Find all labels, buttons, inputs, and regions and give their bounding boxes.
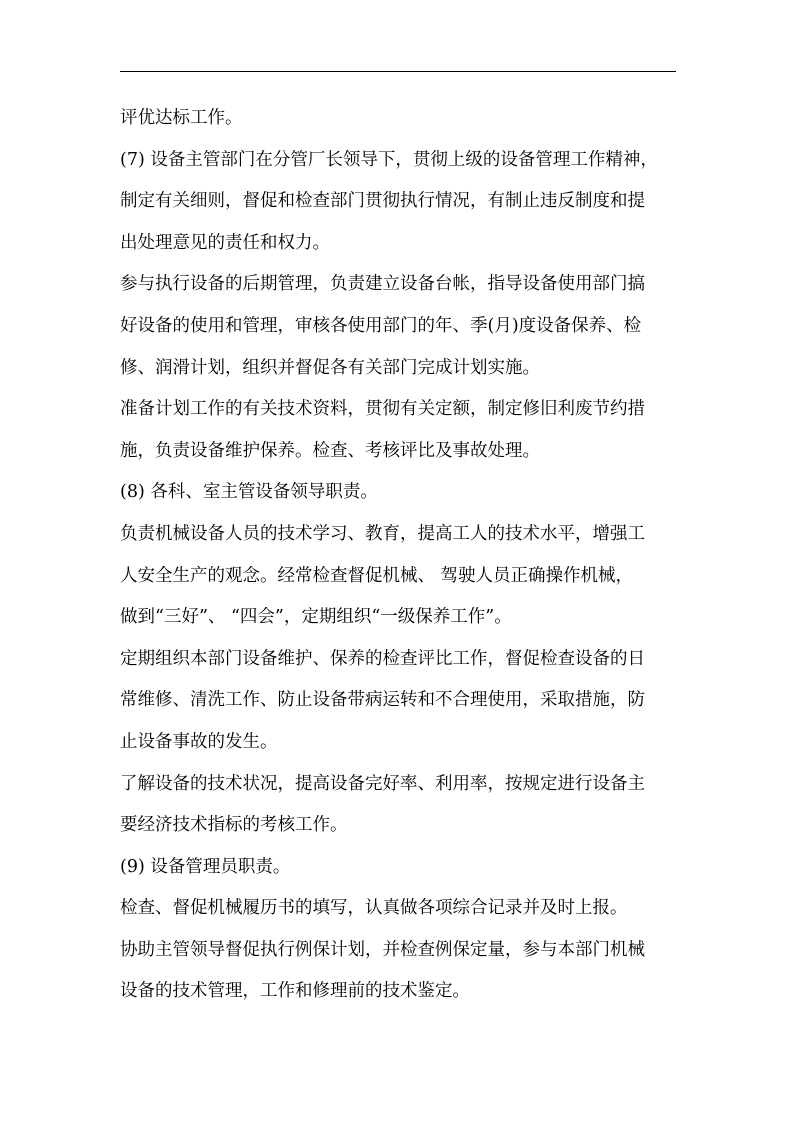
text-line: 要经济技术指标的考核工作。 (120, 815, 348, 836)
text-line: 检查、督促机械履历书的填写，认真做各项综合记录并及时上报。 (120, 898, 628, 919)
text-line: (7) 设备主管部门在分管厂长领导下，贯彻上级的设备管理工作精神， (120, 149, 658, 170)
text-line: 好设备的使用和管理，审核各使用部门的年、季(月)度设备保养、检 (120, 315, 642, 336)
text-line: (8) 各科、室主管设备领导职责。 (120, 482, 378, 503)
text-line: 常维修、清洗工作、防止设备带病运转和不合理使用，采取措施，防 (120, 690, 645, 711)
text-line: 协助主管领导督促执行例保计划，并检查例保定量，参与本部门机械 (120, 939, 645, 960)
document-body (120, 98, 680, 1013)
text-line: 人安全生产的观念。经常检查督促机械、 驾驶人员正确操作机械， (120, 565, 634, 586)
text-line: 负责机械设备人员的技术学习、教育，提高工人的技术水平，增强工 (120, 523, 645, 544)
text-line: 设备的技术管理，工作和修理前的技术鉴定。 (120, 981, 470, 1002)
text-line: 准备计划工作的有关技术资料，贯彻有关定额，制定修旧利废节约措 (120, 399, 645, 420)
text-line: 评优达标工作。 (120, 108, 243, 128)
text-line: 制定有关细则，督促和检查部门贯彻执行情况，有制止违反制度和提 (120, 191, 645, 212)
text-line: 了解设备的技术状况，提高设备完好率、利用率，按规定进行设备主 (120, 773, 645, 794)
text-line: 定期组织本部门设备维护、保养的检查评比工作，督促检查设备的日 (120, 648, 645, 669)
text-line: 施，负责设备维护保养。检查、考核评比及事故处理。 (120, 440, 540, 461)
header-rule (120, 71, 676, 72)
text-line: 做到“三好”、 “四会”，定期组织“一级保养工作”。 (120, 607, 512, 628)
text-line: 修、润滑计划，组织并督促各有关部门完成计划实施。 (120, 357, 540, 378)
text-line: (9) 设备管理员职责。 (120, 856, 291, 877)
text-line: 止设备事故的发生。 (120, 731, 278, 752)
text-line: 参与执行设备的后期管理，负责建立设备台帐，指导设备使用部门搞 (120, 274, 645, 295)
text-line: 出处理意见的责任和权力。 (120, 232, 330, 253)
